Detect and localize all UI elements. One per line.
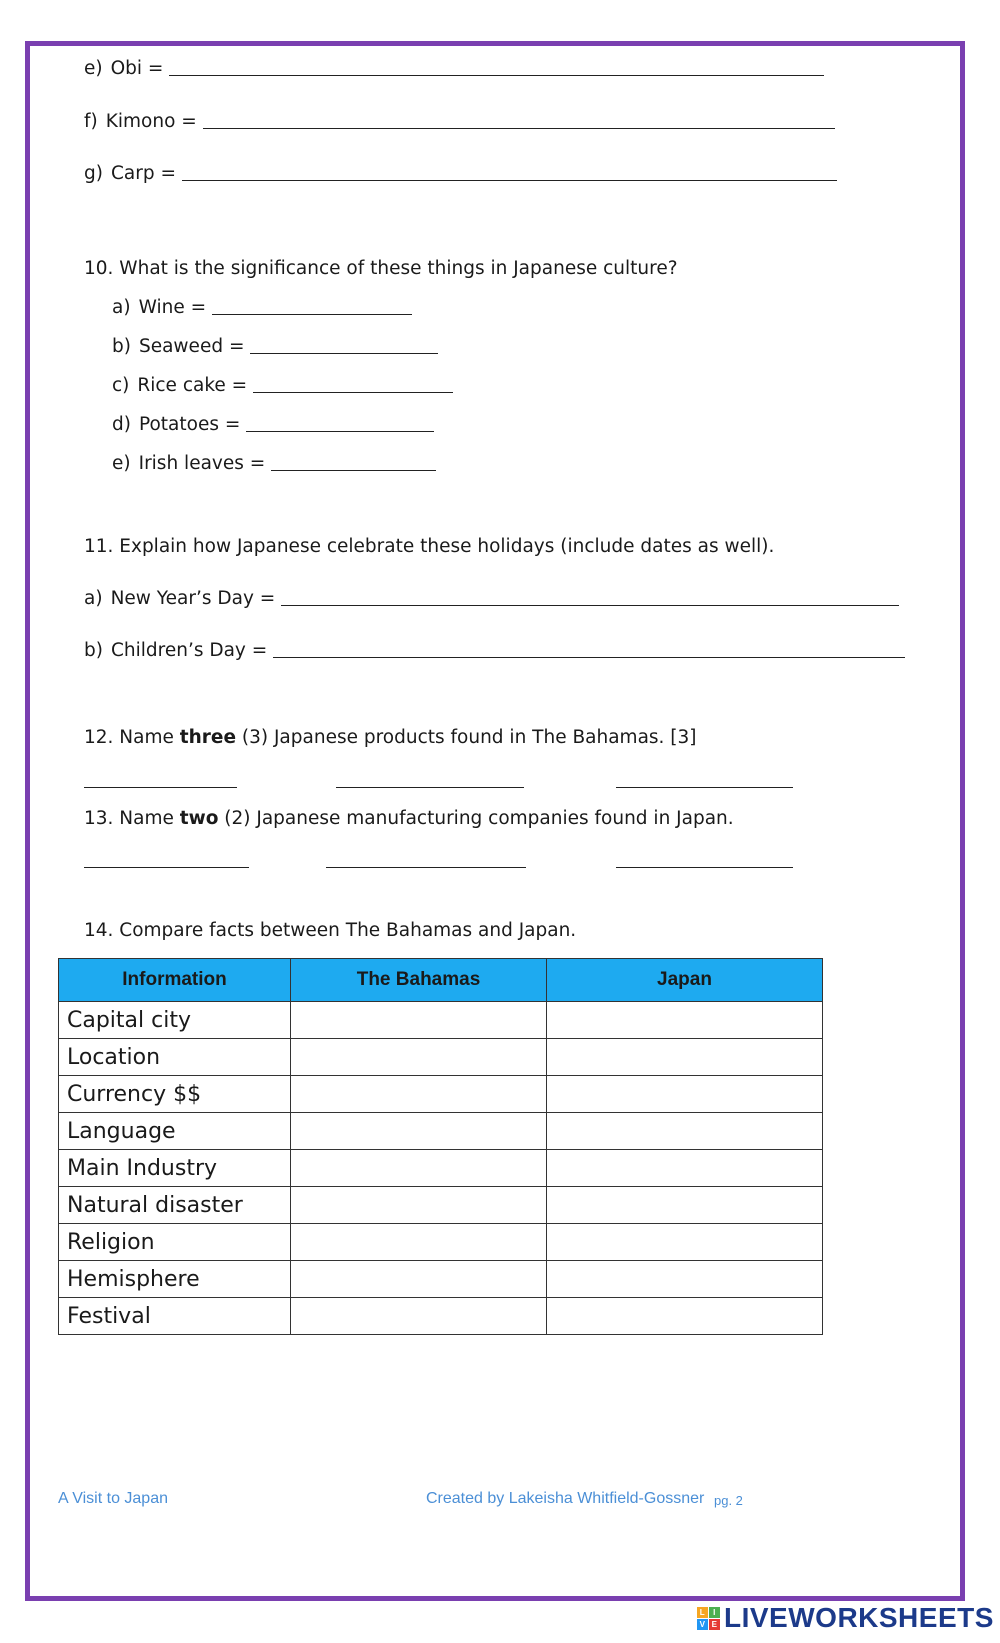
answer-blank[interactable] [169, 74, 824, 76]
q11-prompt: 11. Explain how Japanese celebrate these holidays (include dates as well). [84, 536, 775, 557]
answer-cell[interactable] [547, 1113, 823, 1150]
q10-item-b: b) Seaweed = [112, 336, 438, 357]
answer-cell[interactable] [547, 1298, 823, 1335]
answer-blank[interactable] [273, 656, 905, 658]
header-information: Information [59, 959, 291, 1002]
logo-letter: V [697, 1619, 708, 1630]
answer-blank[interactable] [84, 867, 249, 868]
answer-cell[interactable] [547, 1039, 823, 1076]
q10-item-a: a) Wine = [112, 297, 412, 318]
footer-credit: Created by Lakeisha Whitfield-Gossner [426, 1490, 705, 1507]
logo-letter: E [709, 1619, 720, 1630]
answer-cell[interactable] [291, 1187, 547, 1224]
q9-item-g: g) Carp = [84, 163, 837, 184]
answer-cell[interactable] [291, 1298, 547, 1335]
answer-blank[interactable] [212, 313, 412, 315]
q12-prompt: 12. Name three (3) Japanese products found in The Bahamas. [3] [84, 727, 697, 748]
answer-blank[interactable] [281, 604, 899, 606]
answer-blank[interactable] [336, 787, 524, 788]
answer-blank[interactable] [250, 352, 438, 354]
answer-blank[interactable] [271, 469, 436, 471]
logo-letter: L [697, 1607, 708, 1618]
answer-blank[interactable] [246, 430, 434, 432]
logo-letter: I [709, 1607, 720, 1618]
table-row: Natural disaster [59, 1187, 823, 1224]
answer-cell[interactable] [291, 1076, 547, 1113]
header-japan: Japan [547, 959, 823, 1002]
brand-name: LIVEWORKSHEETS [724, 1602, 994, 1633]
q14-prompt: 14. Compare facts between The Bahamas and Japan. [84, 920, 577, 941]
answer-cell[interactable] [291, 1150, 547, 1187]
answer-blank[interactable] [616, 787, 793, 788]
answer-blank[interactable] [326, 867, 526, 868]
answer-cell[interactable] [291, 1113, 547, 1150]
q10-item-c: c) Rice cake = [112, 375, 453, 396]
q9-item-f: f) Kimono = [84, 111, 835, 132]
liveworksheets-logo[interactable] [697, 1602, 994, 1634]
answer-cell[interactable] [547, 1261, 823, 1298]
answer-cell[interactable] [291, 1002, 547, 1039]
q9-item-e: e) Obi = [84, 58, 824, 79]
answer-cell[interactable] [291, 1039, 547, 1076]
page-number: pg. 2 [714, 1493, 743, 1508]
q11-item-b: b) Children’s Day = [84, 640, 905, 661]
table-row: Religion [59, 1224, 823, 1261]
answer-cell[interactable] [547, 1187, 823, 1224]
table-row: Currency $$ [59, 1076, 823, 1113]
table-row: Language [59, 1113, 823, 1150]
answer-cell[interactable] [547, 1224, 823, 1261]
answer-cell[interactable] [547, 1150, 823, 1187]
table-row: Hemisphere [59, 1261, 823, 1298]
answer-blank[interactable] [203, 127, 835, 129]
answer-blank[interactable] [182, 179, 837, 181]
compare-table [58, 958, 823, 1335]
q10-item-d: d) Potatoes = [112, 414, 434, 435]
table-row: Capital city [59, 1002, 823, 1039]
answer-cell[interactable] [547, 1076, 823, 1113]
answer-blank[interactable] [84, 787, 237, 788]
brand-grid-icon [697, 1607, 720, 1630]
answer-cell[interactable] [291, 1224, 547, 1261]
answer-blank[interactable] [616, 867, 793, 868]
footer-title: A Visit to Japan [58, 1490, 168, 1507]
table-row: Festival [59, 1298, 823, 1335]
header-bahamas: The Bahamas [291, 959, 547, 1002]
q10-item-e: e) Irish leaves = [112, 453, 436, 474]
answer-cell[interactable] [547, 1002, 823, 1039]
q11-item-a: a) New Year’s Day = [84, 588, 899, 609]
answer-blank[interactable] [253, 391, 453, 393]
q10-prompt: 10. What is the significance of these things in Japanese culture? [84, 258, 678, 279]
table-row: Location [59, 1039, 823, 1076]
table-row: Main Industry [59, 1150, 823, 1187]
q13-prompt: 13. Name two (2) Japanese manufacturing companies found in Japan. [84, 808, 734, 829]
answer-cell[interactable] [291, 1261, 547, 1298]
